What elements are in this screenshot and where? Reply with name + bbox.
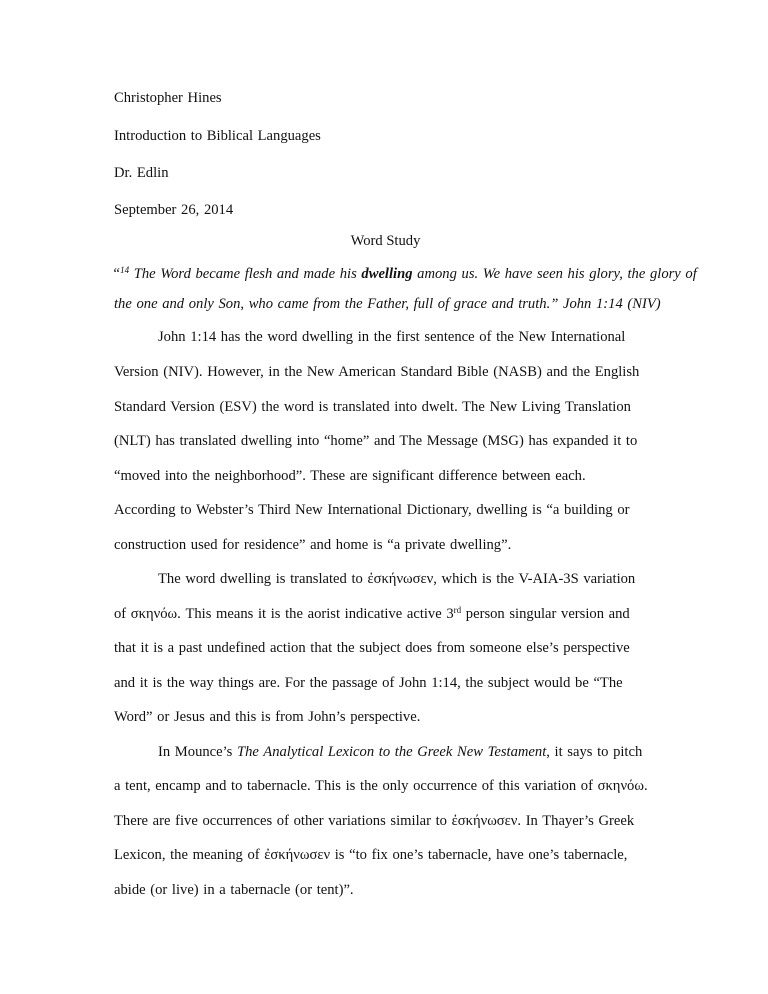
quote-text-part-2: among us. We have seen his glory, the glory of <box>412 266 697 282</box>
paragraph-3-line-2: a tent, encamp and to tabernacle. This is the only occurrence of this variation of σκηνόω. <box>114 778 648 794</box>
paragraph-1-line-7: construction used for residence” and home is “a private dwelling”. <box>114 537 512 553</box>
scripture-quote-line-2: the one and only Son, who came from the Father, full of grace and truth.” John 1:14 (NIV) <box>114 296 661 312</box>
paragraph-2-line-2 <box>114 605 630 623</box>
paragraph-2-line-1: The word dwelling is translated to ἐσκήνωσεν, which is the V-AIA-3S variation <box>158 571 636 587</box>
paragraph-1-line-3: Standard Version (ESV) the word is translated into dwelt. The New Living Translation <box>114 399 631 415</box>
paragraph-1-line-6: According to Webster’s Third New International Dictionary, dwelling is “a building or <box>114 502 630 518</box>
paragraph-1-line-5: “moved into the neighborhood”. These are significant difference between each. <box>114 468 586 484</box>
paragraph-2-line-4: and it is the way things are. For the passage of John 1:14, the subject would be “The <box>114 675 623 691</box>
quote-open-mark: “ <box>112 266 121 282</box>
quote-text-part-1: The Word became flesh and made his <box>129 266 362 282</box>
paragraph-1-line-1: John 1:14 has the word dwelling in the first sentence of the New International <box>158 329 626 345</box>
paragraph-3-line-4: Lexicon, the meaning of ἐσκήνωσεν is “to fix one’s tabernacle, have one’s tabernacle, <box>114 847 628 863</box>
ordinal-suffix: rd <box>453 605 462 615</box>
paragraph-3-line-3: There are five occurrences of other variations similar to ἐσκήνωσεν. In Thayer’s Greek <box>114 813 635 829</box>
paragraph-3-line-1-start: In Mounce’s <box>158 744 238 760</box>
lexicon-book-title: The Analytical Lexicon to the Greek New Testament <box>237 744 547 760</box>
submission-date: September 26, 2014 <box>114 202 234 218</box>
paragraph-2-line-2-start: of σκηνόω. This means it is the aorist indicative active 3 <box>114 606 454 622</box>
paragraph-3-line-1-end: , it says to pitch <box>546 744 643 760</box>
paragraph-2-line-3: that it is a past undefined action that the subject does from someone else’s perspective <box>114 640 630 656</box>
paragraph-2-line-2-end: person singular version and <box>461 606 630 622</box>
course-name: Introduction to Biblical Languages <box>114 128 321 144</box>
paragraph-1-line-2: Version (NIV). However, in the New American Standard Bible (NASB) and the English <box>114 364 640 380</box>
verse-number: 14 <box>120 265 130 275</box>
paragraph-3-line-5: abide (or live) in a tabernacle (or tent)”. <box>114 882 354 898</box>
instructor-name: Dr. Edlin <box>114 165 169 181</box>
paragraph-2-line-5: Word” or Jesus and this is from John’s perspective. <box>114 709 421 725</box>
quote-bold-word: dwelling <box>361 266 413 282</box>
paragraph-1-line-4: (NLT) has translated dwelling into “home” and The Message (MSG) has expanded it to <box>114 433 638 449</box>
document-title: Word Study <box>350 233 421 249</box>
author-name: Christopher Hines <box>114 90 222 106</box>
scripture-quote-line-1 <box>112 265 697 283</box>
paragraph-3-line-1 <box>158 743 642 761</box>
